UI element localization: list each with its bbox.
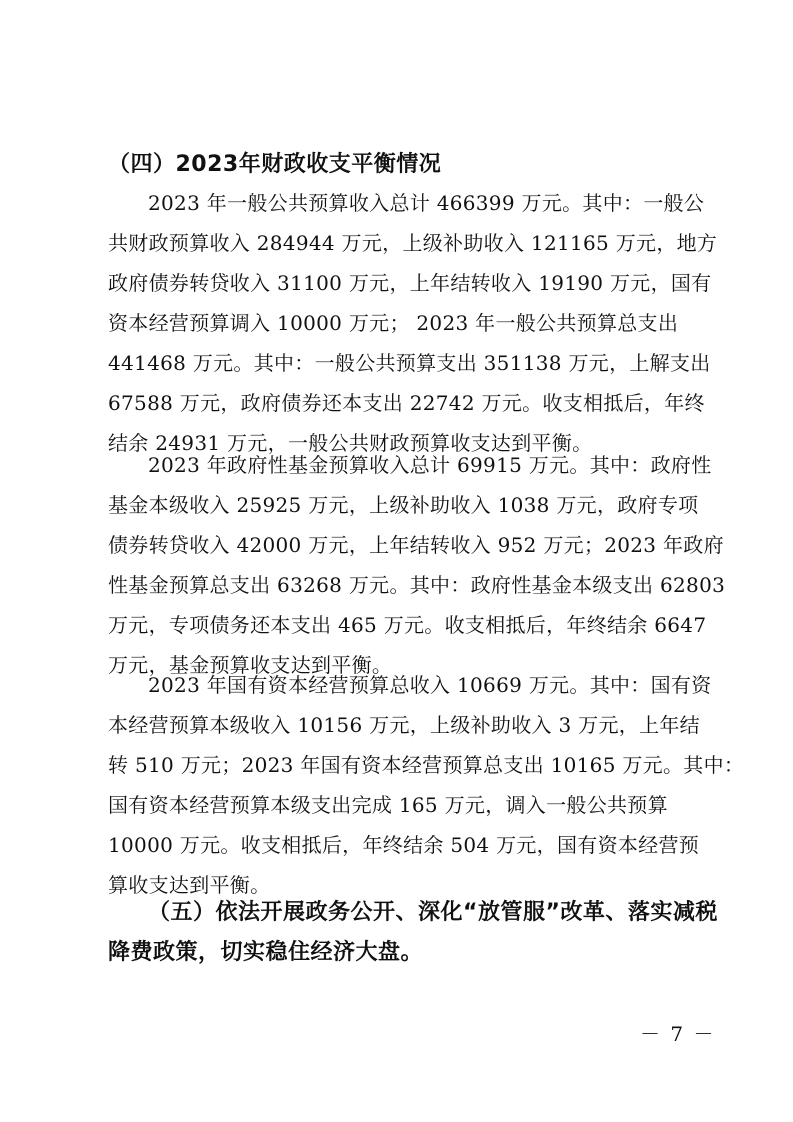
paragraph-line: 67588 万元，政府债券还本支出 22742 万元。收支相抵后，年终 <box>108 391 705 415</box>
paragraph-state-capital-budget <box>108 665 745 905</box>
paragraph-line: 结余 24931 万元，一般公共财政预算收支达到平衡。 <box>108 431 593 455</box>
paragraph-line: 共财政预算收入 284944 万元，上级补助收入 121165 万元，地方 <box>108 231 718 255</box>
paragraph-general-budget <box>108 183 718 463</box>
paragraph-line: 算收支达到平衡。 <box>108 873 271 897</box>
paragraph-line: 本经营预算本级收入 10156 万元，上级补助收入 3 万元，上年结 <box>108 713 700 737</box>
section-heading-4: （四）2023年财政收支平衡情况 <box>108 152 442 177</box>
paragraph-line: 10000 万元。收支相抵后，年终结余 504 万元，国有资本经营预 <box>108 833 700 857</box>
paragraph-line: 性基金预算总支出 63268 万元。其中：政府性基金本级支出 62803 <box>108 573 726 597</box>
paragraph-line: 2023 年政府性基金预算收入总计 69915 万元。其中：政府性 <box>148 453 712 477</box>
paragraph-line: 2023 年国有资本经营预算总收入 10669 万元。其中：国有资 <box>148 673 712 697</box>
paragraph-line: 转 510 万元；2023 年国有资本经营预算总支出 10165 万元。其中： <box>108 753 745 777</box>
paragraph-line: 国有资本经营预算本级支出完成 165 万元，调入一般公共预算 <box>108 793 668 817</box>
paragraph-line: 债券转贷收入 42000 万元，上年结转收入 952 万元；2023 年政府 <box>108 533 724 557</box>
paragraph-line: 资本经营预算调入 10000 万元； 2023 年一般公共预算总支出 <box>108 311 679 335</box>
heading-line: 降费政策，切实稳住经济大盘。 <box>108 940 424 965</box>
heading-line: （五）依法开展政务公开、深化“放管服”改革、落实减税 <box>148 900 718 925</box>
page-number: － 7 － <box>640 1022 716 1046</box>
paragraph-line: 万元，专项债务还本支出 465 万元。收支相抵后，年终结余 6647 <box>108 613 707 637</box>
paragraph-line: 441468 万元。其中：一般公共预算支出 351138 万元，上解支出 <box>108 351 711 375</box>
section-heading-5 <box>108 893 718 973</box>
paragraph-line: 万元，基金预算收支达到平衡。 <box>108 653 393 677</box>
paragraph-line: 政府债券转贷收入 31100 万元，上年结转收入 19190 万元，国有 <box>108 271 712 295</box>
paragraph-line: 基金本级收入 25925 万元，上级补助收入 1038 万元，政府专项 <box>108 493 699 517</box>
paragraph-line: 2023 年一般公共预算收入总计 466399 万元。其中：一般公 <box>148 191 705 215</box>
